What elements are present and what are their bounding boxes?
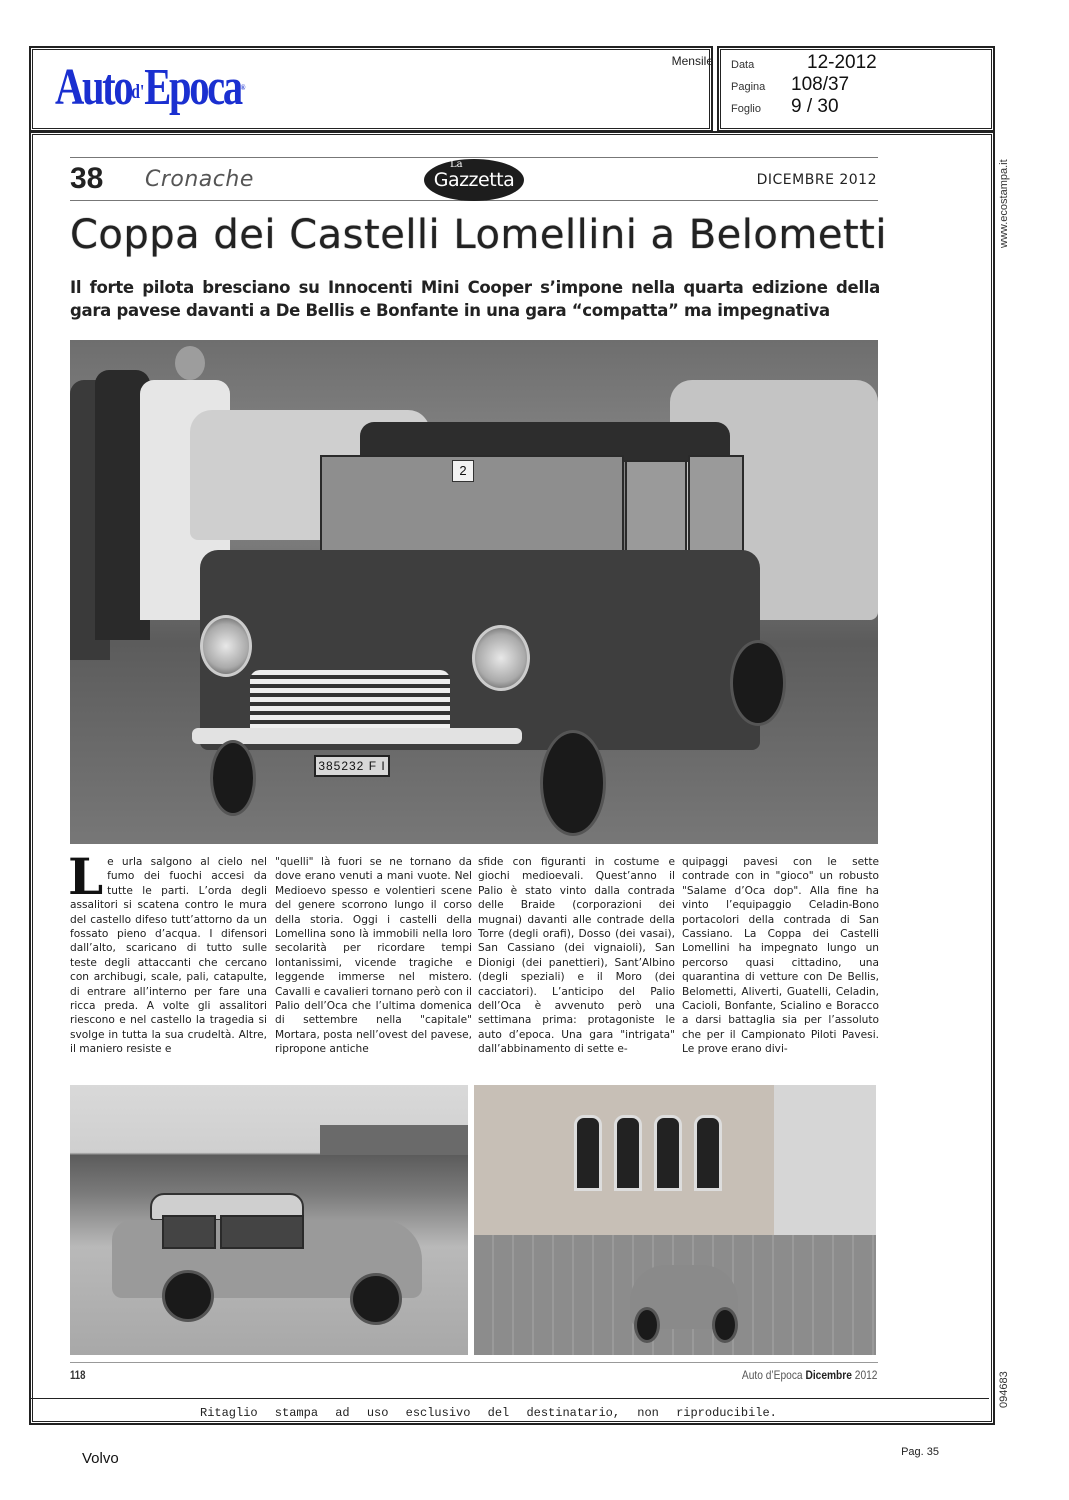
wheel: [210, 740, 256, 816]
gazzetta-badge: La Gazzetta: [424, 159, 524, 201]
front-bumper: [192, 728, 522, 744]
wheel: [540, 730, 606, 836]
person-head: [175, 346, 205, 380]
meta-value: 108/37: [791, 74, 850, 95]
issue-date: DICEMBRE 2012: [756, 172, 877, 188]
magazine-logo: Auto$^{d'}$Epoca®: [55, 59, 246, 116]
meta-row-data: [731, 52, 877, 74]
magazine-page-number: 118: [70, 1368, 86, 1382]
arch-window: [694, 1115, 722, 1191]
folio-rule: [70, 1362, 878, 1363]
disclaimer-rule: [31, 1398, 989, 1399]
meta-row-foglio: [731, 96, 839, 118]
race-number-plate: 2: [452, 460, 474, 482]
mini-grille: [250, 670, 450, 734]
page-indicator: Pag. 35: [901, 1446, 939, 1458]
masthead-box: [29, 46, 713, 132]
client-name: Volvo: [82, 1450, 119, 1467]
meta-row-pagina: [731, 74, 849, 96]
clipping-meta-box: [717, 46, 995, 132]
website-label: www.ecostampa.it: [998, 159, 1010, 248]
disclaimer-text: Ritaglio stampa ad uso esclusivo del destinatario, non riproducibile.: [200, 1406, 777, 1420]
meta-value: 12-2012: [807, 52, 877, 73]
wheel: [350, 1273, 402, 1325]
meta-label: Foglio: [731, 103, 761, 115]
main-photo-mini-cooper: [70, 340, 878, 844]
frequency-label: Mensile: [671, 54, 713, 68]
headlamp: [200, 615, 252, 677]
wheel: [712, 1307, 738, 1343]
meta-value: 9 / 30: [791, 96, 839, 117]
subheadline: Il forte pilota bresciano su Innocenti Mini Cooper s’impone nella quarta edizione della gara pavese davanti a De Bellis e Bonfante in una gara “compatta” ma impegnativa: [70, 278, 880, 320]
wheel: [162, 1270, 214, 1322]
article-page-number: 38: [70, 162, 104, 195]
license-plate: 385232 F I: [314, 755, 390, 777]
photo-lancia-ardea: [474, 1085, 876, 1355]
meta-label: Data: [731, 59, 755, 71]
clipping-code: 094683: [998, 1371, 1010, 1408]
meta-label: Pagina: [731, 81, 766, 93]
a112-window: [220, 1215, 304, 1249]
article-column-4: quipaggi pavesi con le sette contrade con in "gioco" un robusto "Salame d’Oca dop". Alla fine ha vinto l’equipaggio Celadin-Bono portacolori della contrada di San Cassiano. La Coppa dei Castelli Lomellini ha impegnato lungo un percorso quasi cittadino, una quarantina di vetture con De Bellis, Belometti, Aliverti, Guatelli, Celadin, Cacioli, Bonfante, Scialino e Boracco a darsi battaglia sia per l’assoluto che per il Campionato Piloti Pavesi. Le prove erano divi-: [682, 856, 879, 1056]
headline: Coppa dei Castelli Lomellini a Belometti: [70, 212, 887, 258]
a112-window: [162, 1215, 216, 1249]
article-column-3: sfide con figuranti in costume e giochi medioevali. Quest’anno il Palio è stato vinto dalla contrada delle Braide (corporazioni dei mugnai) davanti alle contrade della Torre (degli orafi), Dosso (dei vasai), San Cassiano (dei vignaioli), San Dionigi (dei panettieri), Sant’Albino (degli speziali) e il Moro (dei cacciatori). L’anticipo del Palio dell’Oca è avvenuto però una settimana prima: protagoniste le auto d’epoca. Una gara "intrigata" dall’abbinamento di sette e-: [478, 856, 675, 1056]
article-column-2: "quelli" là fuori se ne tornano da dove erano venuti a mani vuote. Nel Medioevo spesso e volentieri scene del genere scorrono lungo il corso della storia. Oggi i castelli della Lomellina sono là immobili nella loro secolarità per ricordare tempi lontanissimi, vicende tragiche e leggende immerse nel mistero. Cavalli e cavalieri tornano però con il Palio dell’Oca che l’ultima domenica di settembre nella "capitale" Mortara, posta nell’ovest del pavese, ripropone antiche: [275, 856, 472, 1056]
wheel: [730, 640, 786, 726]
photo-autobianchi-a112: [70, 1085, 468, 1355]
headlamp: [472, 625, 530, 691]
arch-window: [654, 1115, 682, 1191]
top-rule: [70, 157, 878, 158]
arch-window: [614, 1115, 642, 1191]
wheel: [634, 1307, 660, 1343]
dropcap: L: [68, 847, 104, 906]
article-column-1: Le urla salgono al cielo nel fumo dei fuochi accesi da tutte le parti. L’orda degli assalitori si scatena contro le mura del castello difeso tutt’attorno da un fossato pieno d’acqua. I difensori dall’alto, scaricano di tutto sulle teste degli attaccanti che cercano con archibugi, scale, pali, catapulte, di entrare all’interno per fare una ricca preda. A volte gli assalitori riescono e nel castello la tragedia si svolge in tutta la sua crudeltà. Altre, il maniero resiste e: [68, 847, 267, 1056]
white-building: [774, 1085, 876, 1235]
folio-credit: Auto d’Epoca Dicembre 2012: [741, 1368, 877, 1382]
section-name: Cronache: [145, 167, 254, 192]
background-building: [320, 1125, 468, 1155]
arch-window: [574, 1115, 602, 1191]
